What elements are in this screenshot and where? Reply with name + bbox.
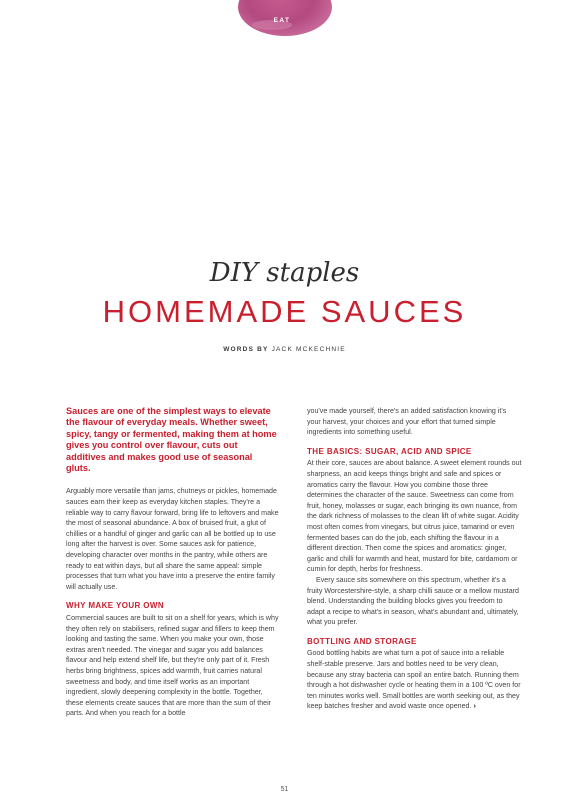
byline-author: JACK MCKECHNIE (271, 346, 346, 353)
body-paragraph: Every sauce sits somewhere on this spectrum, whether it's a fruity Worcestershire-style, a sharp chilli sauce or a mellow mustard blend. Understanding the building blocks gives you freedom to adapt a recipe to what's in season, what's abundant and, ultimately, what you prefer. (307, 575, 519, 627)
page-number: 51 (280, 786, 289, 793)
right-column (307, 406, 522, 712)
body-paragraph: Arguably more versatile than jams, chutneys or pickles, homemade sauces earn their keep as everyday kitchen staples. They're a reliable way to carry flavour forward, bring life to leftovers and make the most of seasonal abundance. A box of bruised fruit, a glut of chillies or a handful of ginger and garlic can all be bottled up to use long after the harvest is over. Some sauces ask for patience, developing character over months in the pantry, while others are ready to eat within days, but all share the same appeal: simple processes that turn what you have into a preserve the entire family will actually use. (66, 487, 279, 591)
section-heading: BOTTLING AND STORAGE (307, 636, 417, 646)
body-paragraph: Commercial sauces are built to sit on a shelf for years, which is why they often rely on stabilisers, refined sugar and fillers to keep them looking and tasting the same. When you make your own, those extras aren't needed. The vinegar and sugar you add balances flavour and help extend shelf life, but they're only part of it. Fresh herbs bring brightness, spices add warmth, fruit carries natural sweetness and body, and time itself works as an important ingredient, slowly deepening complexity in the bottle. Together, these elements create sauces that are more than the sum of their parts. And when you reach for a bottle (66, 613, 279, 718)
byline (0, 346, 569, 353)
body-paragraph (307, 648, 522, 712)
intro-paragraph: Sauces are one of the simplest ways to elevate the flavour of everyday meals. Whether sweet, spicy, tangy or fermented, making them at home gives you control over flavour, cuts out additives and makes good use of seasonal gluts. (66, 406, 277, 474)
page-title: HOMEMADE SAUCES (102, 294, 467, 329)
body-paragraph: At their core, sauces are about balance. A sweet element rounds out sharpness, an acid keeps things bright and safe and spices or aromatics carry the flavour. How you combine those three determines the character of the sauce. Sweetness can come from fruit, honey, molasses or sugar, each bringing its own nuance, from the dark richness of molasses to the clean lift of white sugar. Acidity most often comes from vinegars, but citrus juice, tamarind or even fermented bases can do the job, each shifting the flavour in a different direction. Then come the spices and aromatics: ginger, garlic and chilli for warmth and heat, mustard for bite, cardamom or cumin for depth, herbs for freshness. (307, 459, 522, 574)
script-title: DIY staples (209, 258, 360, 288)
left-column (66, 406, 279, 719)
section-heading: THE BASICS: SUGAR, ACID AND SPICE (307, 446, 472, 456)
body-paragraph: you've made yourself, there's an added satisfaction knowing it's your harvest, your choices and your effort that turned simple ingredients into something useful. (307, 407, 507, 437)
byline-prefix: WORDS BY (223, 346, 269, 353)
section-heading: WHY MAKE YOUR OWN (66, 601, 165, 611)
continue-arrow-icon: › (473, 702, 476, 711)
body-text: Good bottling habits are what turn a pot of sauce into a reliable shelf-stable preserve. Jars and bottles need to be very clean, because any stray bacteria can spoil an entire batch. Running them through a hot dishwasher cycle or heating them in a 100 ºC oven for ten minutes works well. Small bottles are worth seeking out, as they keep batches fresher and avoid waste once opened. (307, 649, 521, 711)
section-tag: EAT (273, 17, 291, 24)
